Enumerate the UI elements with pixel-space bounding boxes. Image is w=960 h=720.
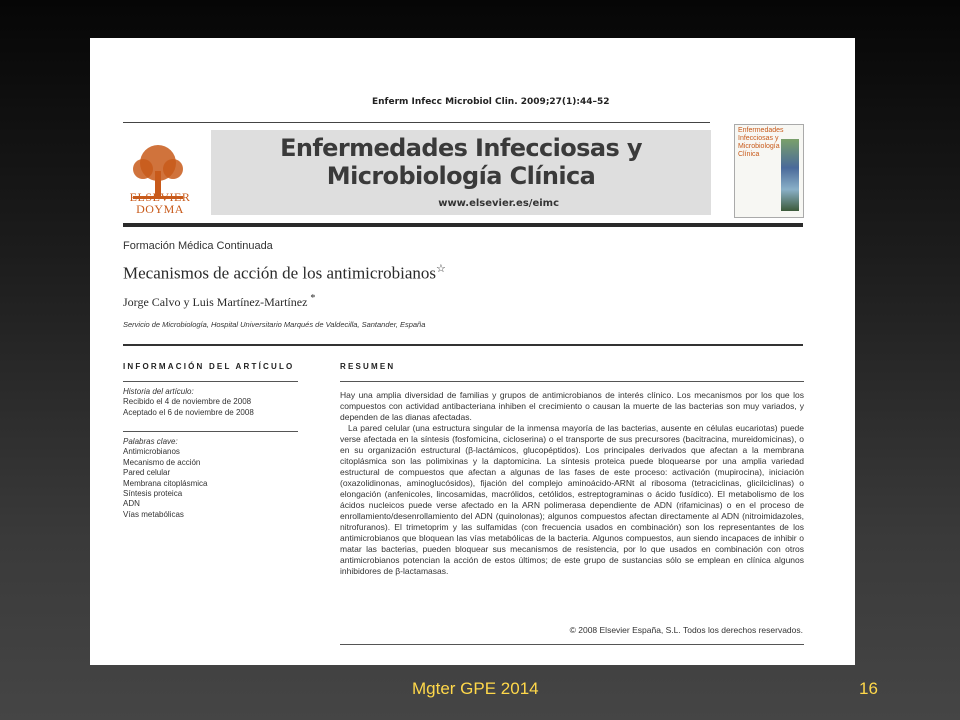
journal-citation: Enferm Infecc Microbiol Clin. 2009;27(1):44–52 <box>372 97 610 107</box>
banner-rule <box>123 223 803 227</box>
keywords-label: Palabras clave: <box>123 437 178 446</box>
history-label: Historia del artículo: <box>123 387 194 396</box>
star-icon: ☆ <box>436 263 446 275</box>
section-label: Formación Médica Continuada <box>123 240 273 252</box>
keyword-item: Antimicrobianos <box>123 447 180 457</box>
journal-title-line1: Enfermedades Infecciosas y <box>280 134 642 162</box>
accepted-date: Aceptado el 6 de noviembre de 2008 <box>123 407 254 417</box>
journal-banner <box>211 130 711 215</box>
slide-footer-label: Mgter GPE 2014 <box>412 679 539 698</box>
keyword-item: Síntesis proteica <box>123 489 183 499</box>
corresponding-author-mark: * <box>310 293 316 304</box>
article-info-heading: INFORMACIÓN DEL ARTÍCULO <box>123 362 295 371</box>
received-date: Recibido el 4 de noviembre de 2008 <box>123 397 252 407</box>
author-names: Jorge Calvo y Luis Martínez-Martínez <box>123 295 308 309</box>
info-rule-1 <box>123 381 298 382</box>
abstract-paragraph: Hay una amplia diversidad de familias y grupos de antimicrobianos de interés clínico. Los mecanismos por los que los compuestos con actividad antibacteriana inhiben el crecimiento o causan la muerte de las bacterias son muy variados, y dependen de las dianas afectadas. <box>340 390 804 422</box>
abstract-bottom-rule <box>340 644 804 645</box>
keyword-item: Pared celular <box>123 468 171 478</box>
cover-title: Enfermedades Infecciosas y Microbiología Clínica <box>738 127 784 158</box>
keyword-item: Membrana citoplásmica <box>123 478 208 488</box>
abstract-rule <box>340 381 804 382</box>
keyword-item: ADN <box>123 499 140 509</box>
abstract-heading: RESUMEN <box>340 362 396 371</box>
article-title <box>123 262 446 284</box>
journal-title-line2: Microbiología Clínica <box>326 162 596 190</box>
article-page <box>90 38 855 665</box>
info-rule-2 <box>123 431 298 432</box>
header-divider <box>123 344 803 346</box>
publisher-name-line1: ELSEVIER <box>129 190 191 204</box>
copyright-notice: © 2008 Elsevier España, S.L. Todos los derechos reservados. <box>569 625 803 635</box>
abstract-body <box>340 390 804 577</box>
author-affiliation: Servicio de Microbiología, Hospital Universitario Marqués de Valdecilla, Santander, España <box>123 320 426 329</box>
article-authors <box>123 293 315 310</box>
article-title-text: Mecanismos de acción de los antimicrobianos <box>123 263 436 283</box>
slide-page-number: 16 <box>859 679 878 698</box>
cover-art <box>781 139 799 211</box>
keyword-item: Mecanismo de acción <box>123 457 201 467</box>
abstract-paragraph: La pared celular (una estructura singular de la inmensa mayoría de las bacterias, ausente en células eucariotas) puede verse afectada en la síntesis (fosfomicina, cicloserina) o el transporte de sus precursores (bacitracina, mureidomicinas), o en su organización estructural (β-lactámicos, glucopéptidos). Los principales derivados que afectan a la membrana citoplásmica son las polimixinas y la daptomicina. La síntesis proteica puede bloquearse por una amplia variedad estructural de compuestos que afectan a algunas de las fases de este proceso: activación (mupirocina), iniciación (oxazolidinonas, aminoglucósidos), fijación del complejo aminoácido-ARNt al ribosoma (tetraciclinas, glicilciclinas) o elongación (anfenicoles, lincosamidas, macrólidos, cetólidos, estreptograminas o ácido fusídico). El metabolismo de los ácidos nucleicos puede verse afectado en la ARN polimerasa dependiente de ADN (rifamicinas) o en el proceso de enrollamiento/desenrollamiento del ADN (quinolonas); algunos compuestos afectan directamente al ADN (nitroimidazoles, nitrofuranos). El trimetoprim y las sulfamidas (con frecuencia usados en combinación) son los representantes de los antimicrobianos que bloquean las vías metabólicas de la bacteria. Algunos compuestos, aun siendo incapaces de inhibir o matar las bacterias, pueden bloquear sus mecanismos de resistencia, por lo que usados en combinación con otros antimicrobianos potencian la acción de estos últimos; de este grupo de sustancias sólo se emplean en clínica algunos inhibidores de β-lactamasas. <box>340 423 804 576</box>
keywords-block <box>123 437 298 520</box>
keyword-item: Vías metabólicas <box>123 509 184 519</box>
article-history <box>123 387 298 418</box>
header-rule <box>123 122 710 123</box>
journal-cover-thumbnail <box>734 124 804 218</box>
publisher-name-line2: DOYMA <box>136 202 184 216</box>
journal-url[interactable]: www.elsevier.es/eimc <box>438 198 559 209</box>
